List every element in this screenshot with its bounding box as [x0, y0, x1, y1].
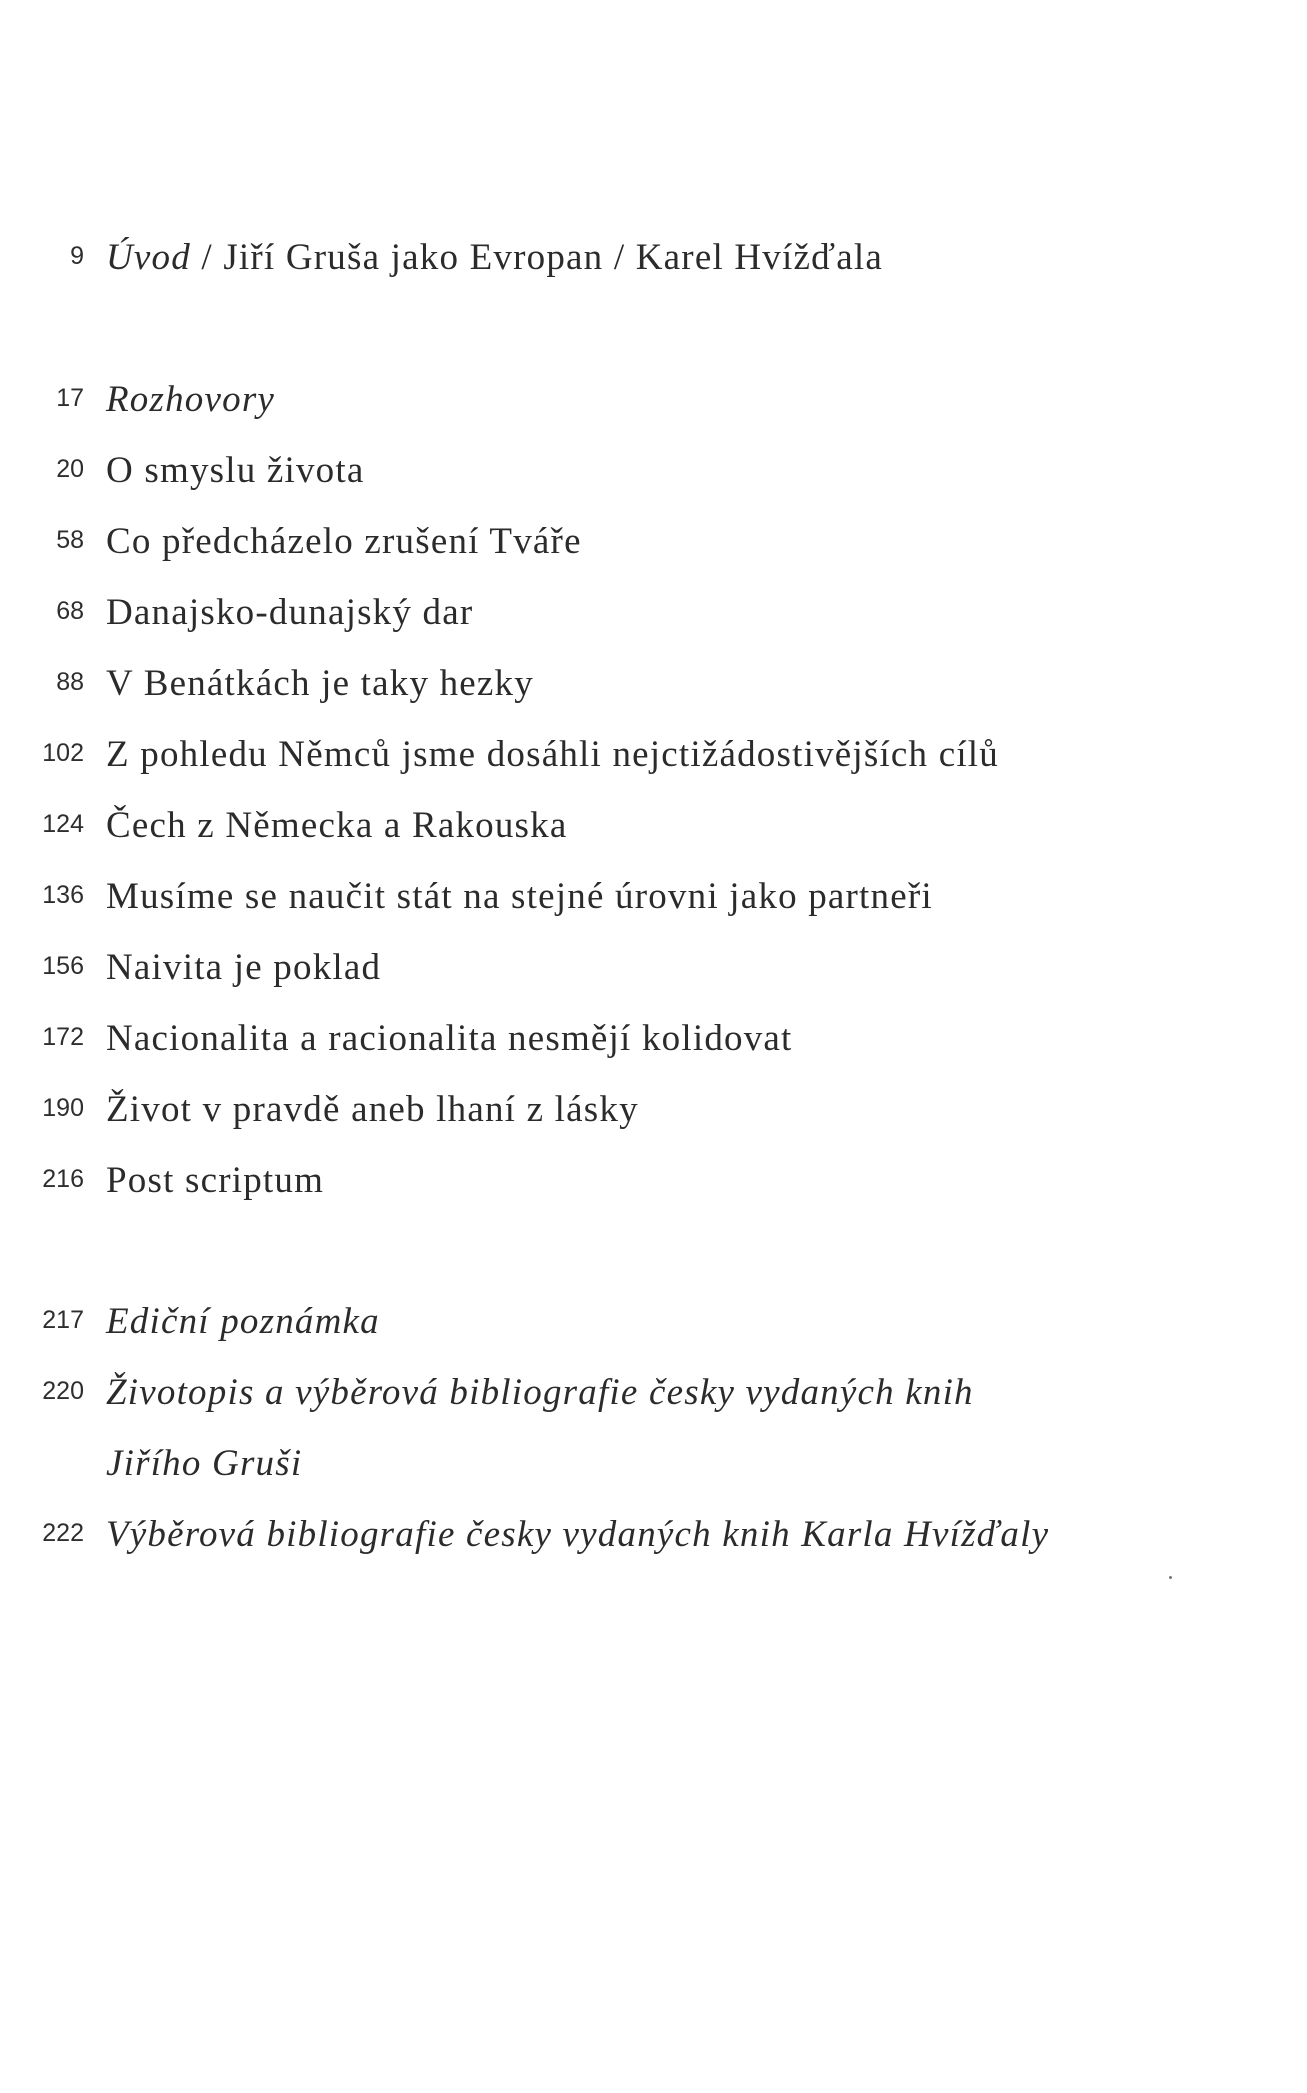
page-number: 190 — [42, 1094, 84, 1122]
toc-entry-intro — [0, 228, 1307, 288]
page-number: 102 — [42, 739, 84, 767]
toc-entry-appendix — [0, 1292, 1307, 1352]
toc-entry — [0, 441, 1307, 501]
entry-title: Naivita je poklad — [106, 947, 382, 988]
entry-title-rest: / Jiří Gruša jako Evropan / Karel Hvížďala — [190, 237, 883, 278]
entry-title: Danajsko-dunajský dar — [106, 592, 474, 633]
page-number: 172 — [42, 1023, 84, 1051]
toc-entry — [0, 654, 1307, 714]
toc-entry — [0, 938, 1307, 998]
entry-title — [106, 228, 883, 288]
entry-title: Post scriptum — [106, 1160, 325, 1201]
toc-entry — [0, 1009, 1307, 1069]
toc-entry — [0, 725, 1307, 785]
toc-entry-appendix — [0, 1363, 1307, 1423]
toc-entry — [0, 867, 1307, 927]
entry-title-italic: Úvod — [106, 237, 191, 278]
page-number: 124 — [42, 810, 84, 838]
entry-title: Ediční poznámka — [106, 1301, 380, 1342]
page-number: 20 — [56, 455, 84, 483]
page-number: 216 — [42, 1165, 84, 1193]
page-number: 136 — [42, 881, 84, 909]
entry-title: Musíme se naučit stát na stejné úrovni jako partneři — [106, 876, 933, 917]
toc-section-rozhovory — [0, 370, 1307, 430]
print-speck — [1169, 1576, 1172, 1579]
page-number: 217 — [42, 1306, 84, 1334]
page-number: 9 — [70, 242, 84, 270]
page-number: 222 — [42, 1519, 84, 1547]
entry-title: Život v pravdě aneb lhaní z lásky — [106, 1089, 639, 1130]
entry-title: O smyslu života — [106, 450, 365, 491]
page-number: 58 — [56, 526, 84, 554]
page-number: 17 — [56, 384, 84, 412]
entry-title: Nacionalita a racionalita nesmějí kolidovat — [106, 1018, 793, 1059]
page-number: 68 — [56, 597, 84, 625]
entry-title: V Benátkách je taky hezky — [106, 663, 534, 704]
toc-entry-appendix — [0, 1505, 1307, 1565]
page-number: 88 — [56, 668, 84, 696]
entry-title: Výběrová bibliografie česky vydaných knih Karla Hvížďaly — [106, 1514, 1050, 1555]
toc-entry — [0, 512, 1307, 572]
toc-entry — [0, 1151, 1307, 1211]
entry-title: Co předcházelo zrušení Tváře — [106, 521, 582, 562]
toc-entry — [0, 1080, 1307, 1140]
page-number: 156 — [42, 952, 84, 980]
toc-entry — [0, 583, 1307, 643]
entry-title-continuation: Jiřího Gruši — [106, 1443, 303, 1484]
page-number: 220 — [42, 1377, 84, 1405]
section-title: Rozhovory — [106, 379, 276, 420]
entry-title: Z pohledu Němců jsme dosáhli nejctižádostivějších cílů — [106, 734, 999, 775]
entry-title: Životopis a výběrová bibliografie česky vydaných knih — [106, 1372, 974, 1413]
entry-title: Čech z Německa a Rakouska — [106, 805, 568, 846]
toc-entry — [0, 796, 1307, 856]
